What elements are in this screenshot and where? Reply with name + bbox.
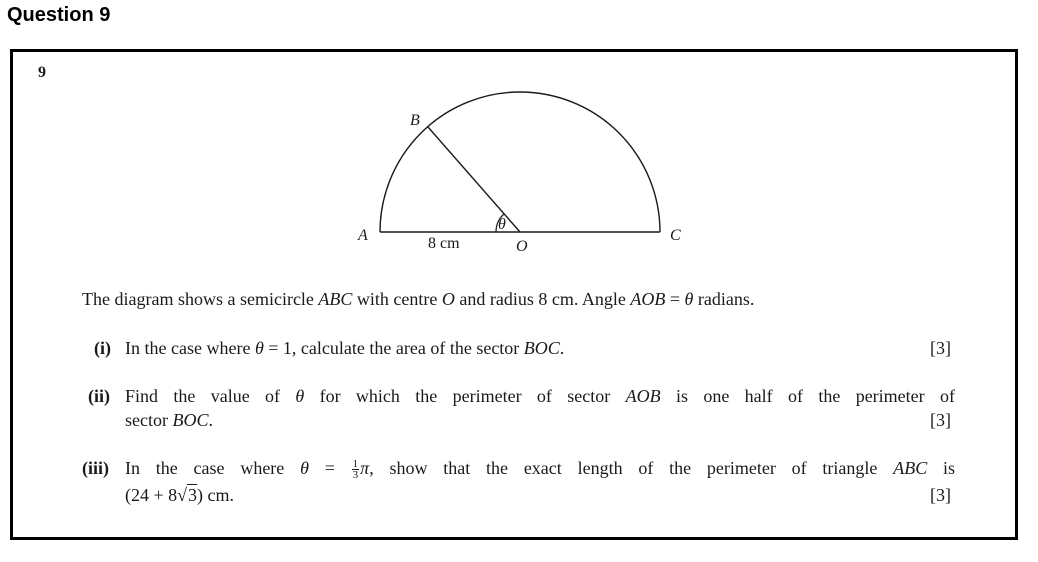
question-number: 9 — [38, 64, 46, 81]
label-theta: θ — [498, 216, 506, 233]
stem-text: radians. — [693, 289, 755, 309]
label-c: C — [670, 227, 681, 244]
part-text: In the case where θ = $\frac{1}{3}$ π, show that the exact length of the perimeter of triangle ABC is — [125, 458, 955, 482]
part-ii — [88, 386, 956, 436]
label-b: B — [410, 112, 420, 129]
part-text: Find the value of θ for which the perimeter of sector AOB is one half of the perimeter of — [125, 386, 955, 406]
fraction-one-third: $\frac{1}{3}$ — [352, 458, 359, 482]
label-a: A — [358, 227, 368, 244]
radius-ob-line — [428, 127, 520, 232]
semicircle-diagram — [340, 82, 700, 262]
part-text-line2: (24 + 8√3) cm. — [125, 485, 235, 505]
semicircle-arc — [380, 92, 660, 232]
question-heading: Question 9 — [7, 4, 111, 26]
part-label: (ii) — [88, 386, 110, 406]
sqrt-sign: √ — [177, 485, 188, 505]
stem-aob: AOB — [630, 289, 666, 309]
part-i — [94, 338, 954, 362]
label-o: O — [516, 238, 528, 255]
marks-part-i: [3] — [930, 338, 951, 358]
stem-text: with centre — [352, 289, 442, 309]
part-label: (iii) — [82, 458, 109, 478]
stem-text: = — [665, 289, 685, 309]
stem-text: The diagram shows a semicircle — [82, 289, 319, 309]
sqrt-radicand: 3 — [188, 485, 198, 505]
part-text: In the case where θ = 1, calculate the area of the sector BOC. — [125, 338, 565, 358]
marks-part-ii: [3] — [930, 410, 951, 430]
part-text-line2: sector BOC. — [125, 410, 213, 430]
marks-part-iii: [3] — [930, 485, 951, 505]
stem-o: O — [441, 289, 455, 309]
label-radius: 8 cm — [428, 235, 460, 252]
stem-text: and radius 8 cm. Angle — [454, 289, 631, 309]
question-stem — [82, 289, 754, 310]
stem-abc: ABC — [318, 289, 353, 309]
part-label: (i) — [94, 338, 111, 358]
part-iii — [82, 458, 956, 510]
stem-theta: θ — [684, 289, 694, 309]
